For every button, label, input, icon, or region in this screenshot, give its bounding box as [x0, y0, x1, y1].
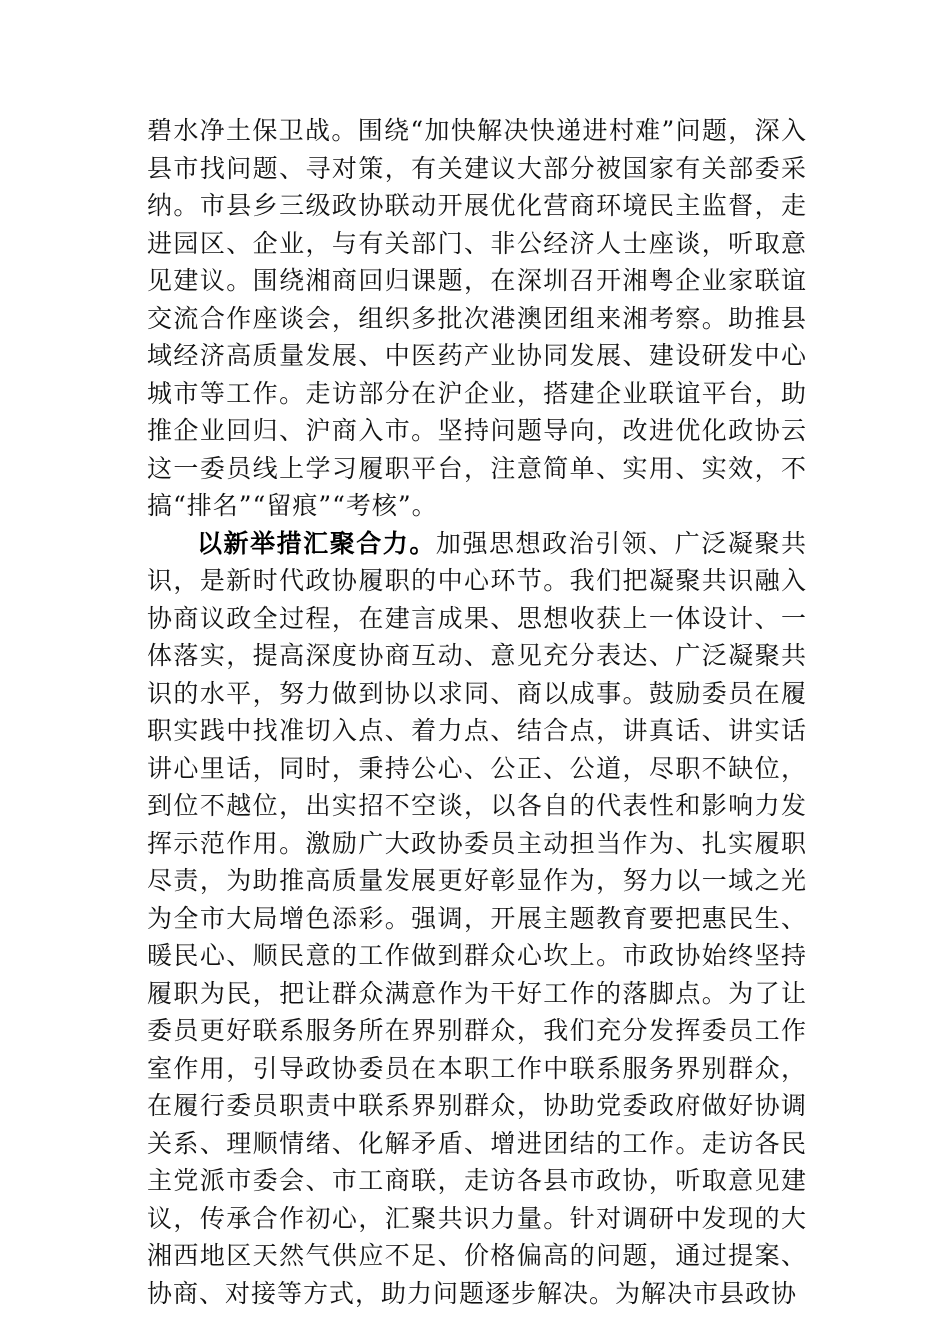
- paragraph-2-text: 加强思想政治引领、广泛凝聚共识，是新时代政协履职的中心环节。我们把凝聚共识融入协商议政全过程，在建言成果、思想收获上一体设计、一体落实，提高深度协商互动、意见充分表达、广泛凝聚共识的水平，努力做到协以求同、商以成事。鼓励委员在履职实践中找准切入点、着力点、结合点，讲真话、讲实话讲心里话，同时，秉持公心、公正、公道，尽职不缺位，到位不越位，出实招不空谈，以各自的代表性和影响力发挥示范作用。激励广大政协委员主动担当作为、扎实履职尽责，为助推高质量发展更好彰显作为，努力以一域之光为全市大局增色添彩。强调，开展主题教育要把惠民生、暖民心、顺民意的工作做到群众心坎上。市政协始终坚持履职为民，把让群众满意作为干好工作的落脚点。为了让委员更好联系服务所在界别群众，我们充分发挥委员工作室作用，引导政协委员在本职工作中联系服务界别群众，在履行委员职责中联系界别群众，协助党委政府做好协调关系、理顺情绪、化解矛盾、增进团结的工作。走访各民主党派市委会、市工商联，走访各县市政协，听取意见建议，传承合作初心，汇聚共识力量。针对调研中发现的大湘西地区天然气供应不足、价格偏高的问题，通过提案、协商、对接等方式，助力问题逐步解决。为解决市县政协: [147, 528, 807, 1308]
- paragraph-2-lead-heading: 以新举措汇聚合力。: [197, 528, 436, 558]
- paragraph-2: [147, 525, 807, 1313]
- paragraph-1: [147, 112, 807, 525]
- paragraph-1-text: 碧水净土保卫战。围绕“加快解决快递进村难”问题，深入县市找问题、寻对策，有关建议大部分被国家有关部委采纳。市县乡三级政协联动开展优化营商环境民主监督，走进园区、企业，与有关部门、非公经济人士座谈，听取意见建议。围绕湘商回归课题，在深圳召开湘粤企业家联谊交流合作座谈会，组织多批次港澳团组来湘考察。助推县域经济高质量发展、中医药产业协同发展、建设研发中心城市等工作。走访部分在沪企业，搭建企业联谊平台，助推企业回归、沪商入市。坚持问题导向，改进优化政协云这一委员线上学习履职平台，注意简单、实用、实效，不搞“排名”“留痕”“考核”。: [147, 116, 807, 520]
- document-body: [147, 112, 807, 1312]
